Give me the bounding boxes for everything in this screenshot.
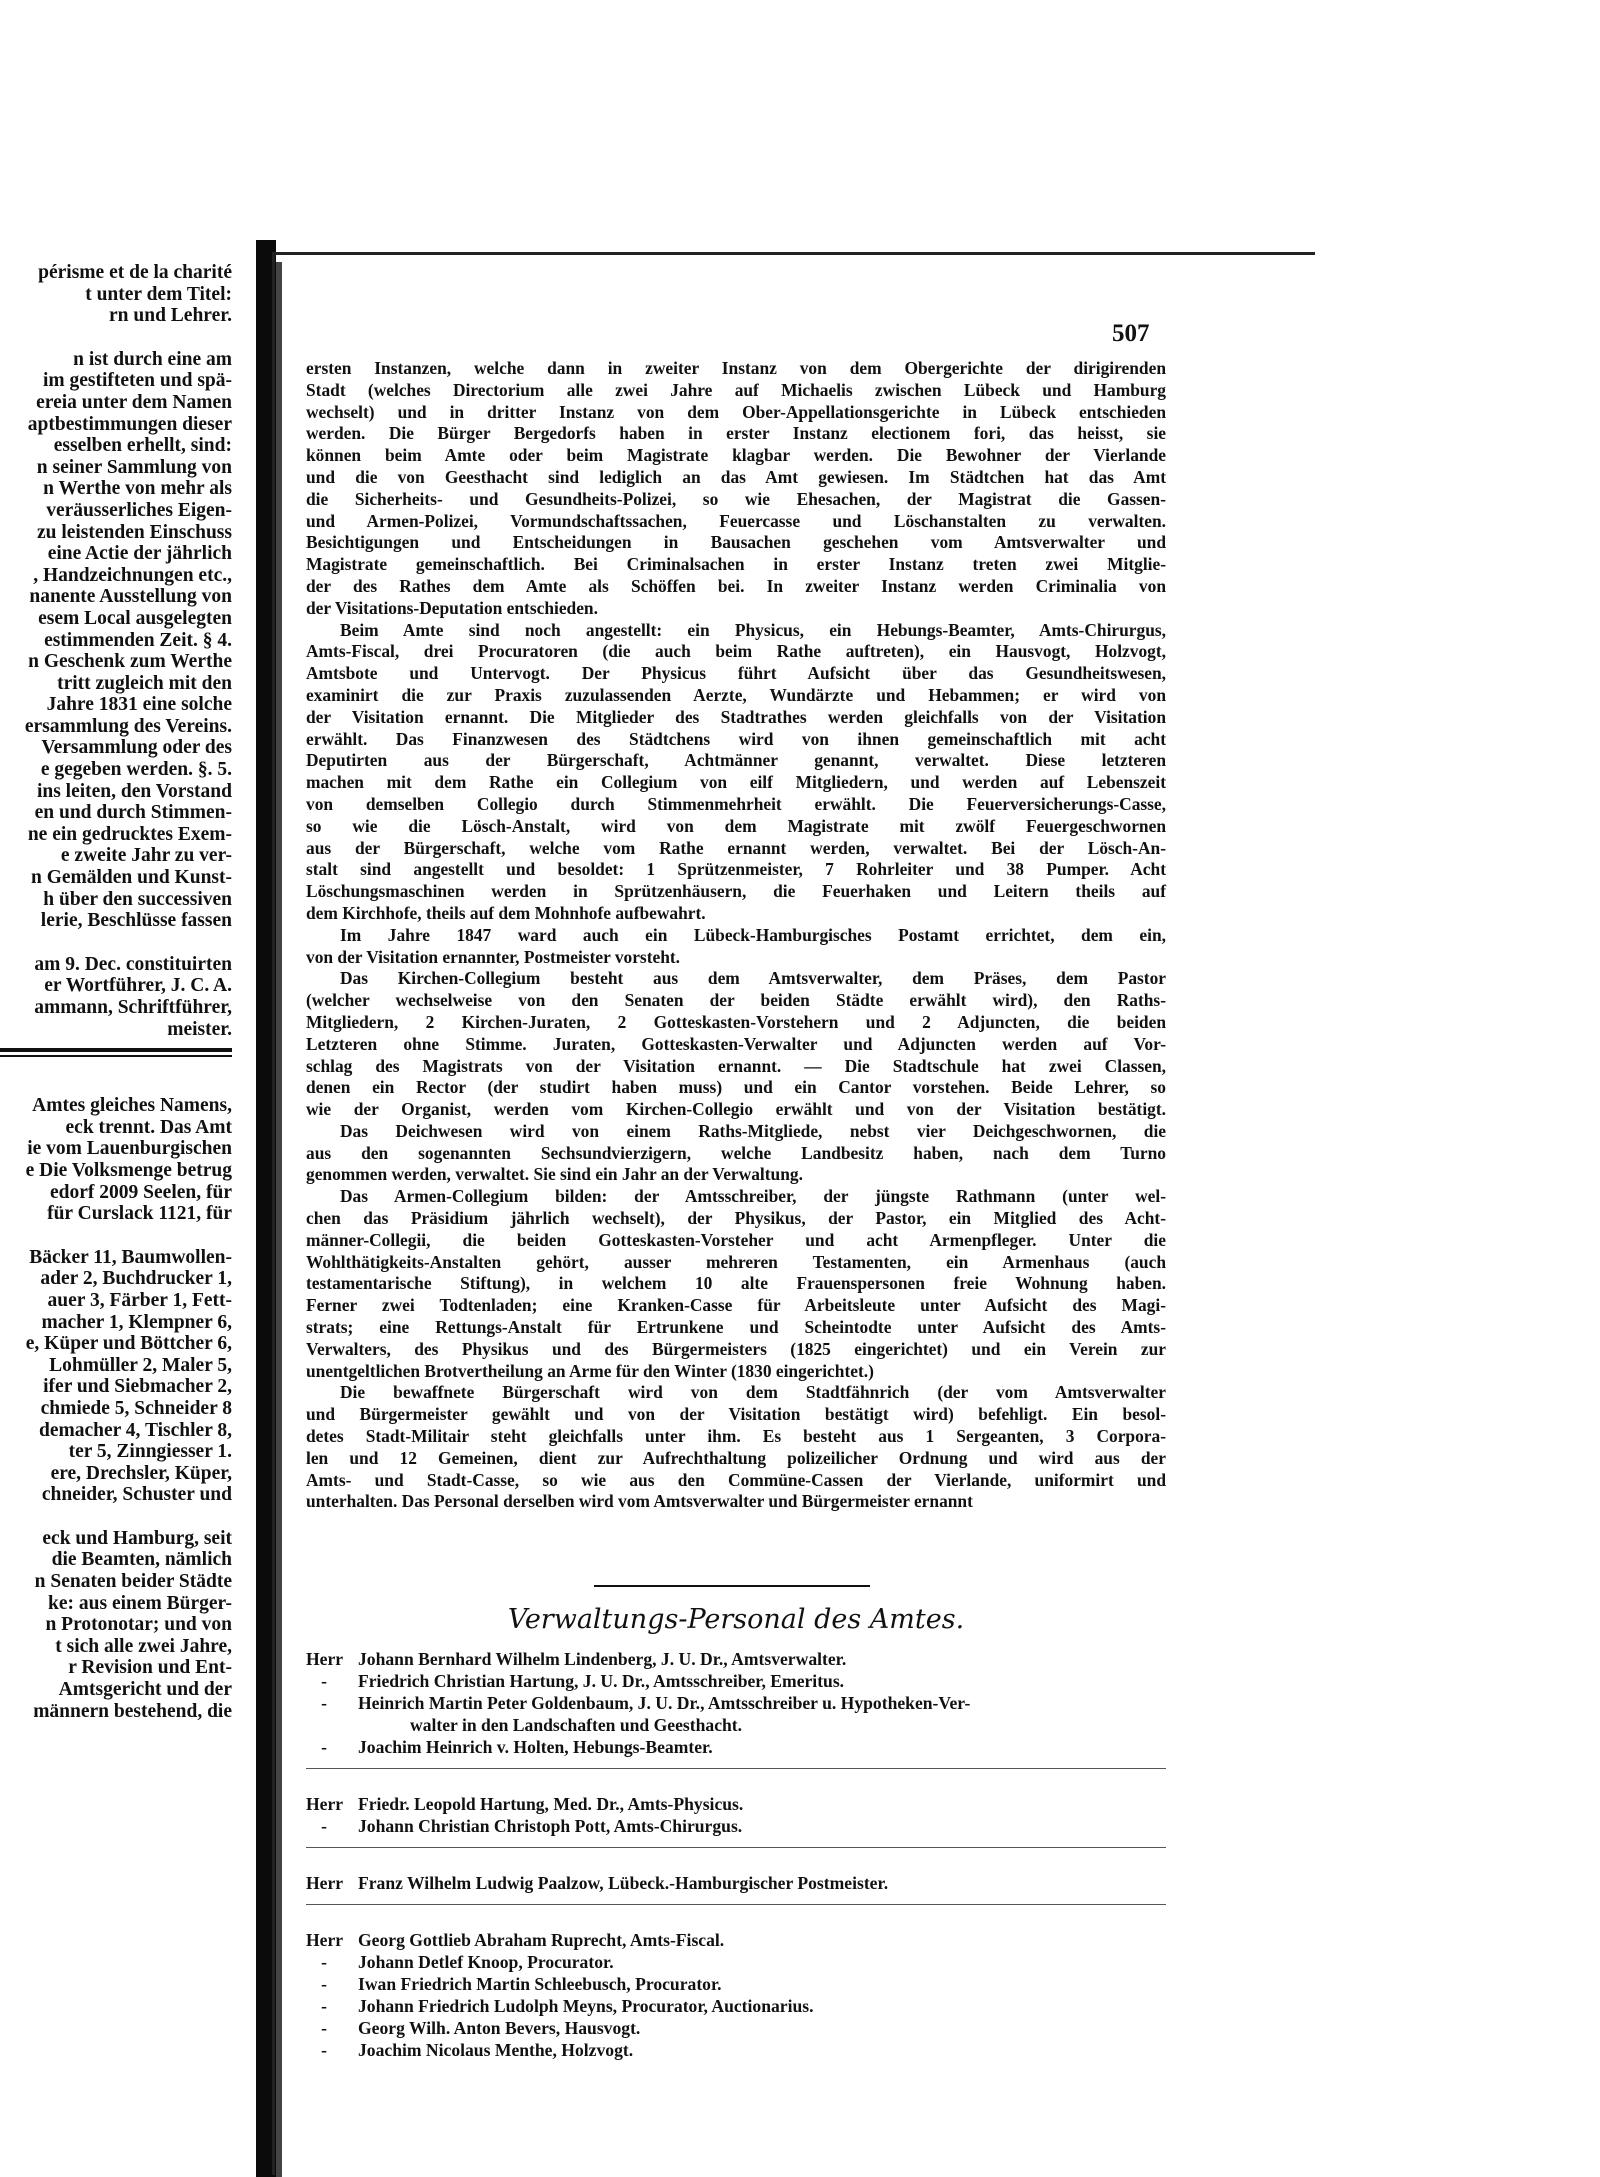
left-page-fragment [0, 262, 254, 2177]
personnel-entry [306, 2039, 1186, 2061]
left-column-line: ereia unter dem Namen [36, 391, 232, 413]
left-column-line: ie vom Lauenburgischen [27, 1138, 232, 1160]
left-column-spacer [0, 1506, 232, 1528]
left-column-line: veräusserliches Eigen- [46, 499, 232, 521]
left-column-line: chneider, Schuster und [41, 1484, 232, 1506]
body-line: len und 12 Gemeinen, dient zur Aufrechthaltung polizeilicher Ordnung und wird aus der [306, 1447, 1166, 1468]
left-column-spacer [0, 1073, 232, 1095]
personnel-entry [306, 2017, 1186, 2039]
body-line: dem Kirchhofe, theils auf dem Mohnhofe aufbewahrt. [306, 902, 706, 923]
body-line: stalt sind angestellt und besoldet: 1 Sprützenmeister, 7 Rohrleiter und 38 Pumper. Acht [306, 859, 1166, 880]
body-line: Beim Amte sind noch angestellt: ein Physicus, ein Hebungs-Beamter, Amts-Chirurgus, [340, 619, 1166, 640]
body-line: der Visitation ernannt. Die Mitglieder des Stadtrathes werden gleichfalls von der Visitation [306, 706, 1166, 727]
personnel-group [306, 1872, 1186, 1905]
personnel-entry [306, 1648, 1186, 1670]
body-line: von der Visitation ernannter, Postmeister vorsteht. [306, 946, 681, 967]
personnel-text: Georg Wilh. Anton Bevers, Hausvogt. [358, 2018, 641, 2038]
personnel-prefix: - [321, 1816, 327, 1836]
left-column-line: eck trennt. Das Amt [65, 1116, 232, 1138]
body-line: Letzteren ohne Stimme. Juraten, Gotteskasten-Verwalter und Adjuncten werden auf Vor- [306, 1033, 1166, 1054]
left-column-line: estimmenden Zeit. § 4. [44, 629, 232, 651]
left-column-line: demacher 4, Tischler 8, [38, 1419, 232, 1441]
body-line: Das Deichwesen wird von einem Raths-Mitgliede, nebst vier Deichgeschwornen, die [340, 1120, 1166, 1141]
section-title: Verwaltungs-Personal des Amtes. [507, 1604, 965, 1635]
left-column-line: er Wortführer, J. C. A. [44, 975, 232, 997]
personnel-prefix: - [321, 2040, 327, 2060]
personnel-text: Heinrich Martin Peter Goldenbaum, J. U. Dr., Amtsschreiber u. Hypotheken-Ver- [358, 1693, 971, 1713]
body-line: und Armen-Polizei, Vormundschaftssachen, Feuercasse und Löschanstalten zu verwalten. [306, 510, 1166, 531]
body-line: Amtsbote und Untervogt. Der Physicus führt Aufsicht über das Gesundheitswesen, [306, 663, 1166, 684]
personnel-prefix: Herr [306, 1794, 344, 1814]
personnel-prefix: - [321, 1996, 327, 2016]
body-line: Das Armen-Collegium bilden: der Amtsschreiber, der jüngste Rathmann (unter wel- [340, 1186, 1166, 1207]
left-column-spacer [0, 932, 232, 954]
left-column-line: die Beamten, nämlich [51, 1549, 232, 1571]
left-column-line: ifer und Siebmacher 2, [43, 1376, 232, 1398]
body-line: aus der Bürgerschaft, welche vom Rathe ernannt werden, verwaltet. Bei der Lösch-An- [306, 837, 1166, 858]
body-line: können beim Amte oder beim Magistrate klagbar werden. Die Bewohner der Vierlande [306, 445, 1166, 466]
body-line: chen das Präsidium jährlich wechselt), der Physikus, der Pastor, ein Mitglied des Acht- [306, 1208, 1166, 1229]
left-column-line: ere, Drechsler, Küper, [50, 1462, 232, 1484]
body-line: Löschungsmaschinen werden in Sprützenhäusern, die Feuerhaken und Leitern theils auf [306, 881, 1166, 902]
personnel-group [306, 1929, 1186, 2061]
left-column-line: im gestifteten und spä- [42, 370, 232, 392]
body-line: (welcher wechselweise von den Senaten der beiden Städte erwählt wird), den Raths- [306, 990, 1166, 1011]
body-line: Ferner zwei Todtenladen; eine Kranken-Casse für Arbeitsleute unter Aufsicht des Magi- [306, 1295, 1166, 1316]
left-column-line: nanente Ausstellung von [29, 586, 232, 608]
left-column-line: Amtes gleiches Namens, [32, 1095, 232, 1117]
page-number: 507 [1112, 320, 1150, 347]
left-column-line: n ist durch eine am [73, 348, 232, 370]
personnel-group [306, 1793, 1186, 1848]
left-column-line: n seiner Sammlung von [36, 456, 232, 478]
body-line: machen mit dem Rathe ein Collegium von eilf Mitgliedern, und werden auf Lebenszeit [306, 772, 1166, 793]
left-column-line: rn und Lehrer. [109, 305, 232, 327]
body-line: aus den sogenannten Sechsundvierzigern, welche Landbesitz haben, nach dem Turno [306, 1142, 1166, 1163]
body-line: unentgeltlichen Brotvertheilung an Arme für den Winter (1830 eingerichtet.) [306, 1360, 874, 1381]
left-column-line: Amtsgericht und der [58, 1679, 232, 1701]
left-column-line: t unter dem Titel: [85, 283, 232, 305]
body-line: und die von Geesthacht sind lediglich an das Amt gewiesen. Im Städtchen hat das Amt [306, 466, 1166, 487]
left-column-line: ader 2, Buchdrucker 1, [40, 1268, 232, 1290]
body-line: detes Stadt-Militair steht gleichfalls unter ihm. Es besteht aus 1 Sergeanten, 3 Corpora- [306, 1426, 1166, 1447]
left-column-line: macher 1, Klempner 6, [41, 1311, 232, 1333]
personnel-entry [306, 1714, 1186, 1736]
left-column-line: tritt zugleich mit den [57, 672, 232, 694]
body-line: Besichtigungen und Entscheidungen in Bausachen geschehen vom Amtsverwalter und [306, 532, 1166, 553]
left-column-line: edorf 2009 Seelen, für [50, 1181, 232, 1203]
personnel-group-divider [306, 1904, 1166, 1905]
left-column-line: n Protonotar; und von [45, 1614, 232, 1636]
body-line: testamentarische Stiftung), in welchem 10 alte Frauenspersonen freie Wohnung haben. [306, 1273, 1166, 1294]
body-line: Amts-Fiscal, drei Procuratoren (die auch beim Rathe auftreten), ein Hausvogt, Holzvogt, [306, 641, 1166, 662]
left-column-line: zu leistenden Einschuss [36, 521, 232, 543]
left-column-line: Lohmüller 2, Maler 5, [49, 1354, 232, 1376]
body-line: Verwalters, des Physikus und des Bürgermeisters (1825 eingerichtet) und ein Verein zur [306, 1338, 1166, 1359]
personnel-text: Friedrich Christian Hartung, J. U. Dr., Amtsschreiber, Emeritus. [358, 1671, 845, 1691]
left-column-spacer [0, 1225, 232, 1247]
personnel-prefix: Herr [306, 1930, 344, 1950]
left-column-rule [0, 1048, 232, 1057]
personnel-entry [306, 1995, 1186, 2017]
left-column-line: männern bestehend, die [33, 1700, 232, 1722]
left-column-line: eine Actie der jährlich [47, 543, 232, 565]
body-line: wechselt) und in dritter Instanz von dem Ober-Appellationsgerichte in Lübeck entschieden [306, 401, 1166, 422]
left-column-line: esselben erhellt, sind: [53, 435, 232, 457]
body-line: die Sicherheits- und Gesundheits-Polizei, so wie Ehesachen, der Magistrat die Gassen- [306, 488, 1166, 509]
left-column-line: t sich alle zwei Jahre, [55, 1635, 232, 1657]
personnel-text: Friedr. Leopold Hartung, Med. Dr., Amts-Physicus. [358, 1794, 744, 1814]
body-line: so wie die Lösch-Anstalt, wird von dem Magistrate mit zwölf Feuergeschwornen [306, 815, 1166, 836]
personnel-text: Johann Friedrich Ludolph Meyns, Procurator, Auctionarius. [358, 1996, 814, 2016]
left-column-line: ammann, Schriftführer, [34, 997, 232, 1018]
personnel-text: Joachim Nicolaus Menthe, Holzvogt. [358, 2040, 634, 2060]
body-line: Im Jahre 1847 ward auch ein Lübeck-Hamburgisches Postamt errichtet, dem ein, [340, 924, 1166, 945]
left-column-line: eck und Hamburg, seit [42, 1527, 232, 1549]
left-column-line: ne ein gedrucktes Exem- [27, 823, 232, 845]
body-line: Deputirten aus der Bürgerschaft, Achtmänner genannt, verwaltet. Diese letzteren [306, 750, 1166, 771]
body-line: genommen werden, verwaltet. Sie sind ein Jahr an der Verwaltung. [306, 1164, 803, 1185]
body-line: Die bewaffnete Bürgerschaft wird von dem Stadtfähnrich (der vom Amtsverwalter [340, 1382, 1166, 1403]
personnel-prefix [306, 1714, 410, 1736]
personnel-text: Joachim Heinrich v. Holten, Hebungs-Beamter. [358, 1737, 713, 1757]
personnel-group-divider [306, 1847, 1166, 1848]
body-line: von demselben Collegio durch Stimmenmehrheit erwählt. Die Feuerversicherungs-Casse, [306, 793, 1166, 814]
body-line: und Bürgermeister gewählt und von der Visitation bestätigt wird) befehligt. Ein besol- [306, 1404, 1166, 1425]
left-column-line: en und durch Stimmen- [34, 802, 232, 824]
body-line: examinirt die zur Praxis zuzulassenden Aerzte, Wundärzte und Hebammen; er wird von [306, 684, 1166, 705]
body-text [306, 358, 1166, 1513]
left-column-line: e Die Volksmenge betrug [25, 1159, 232, 1181]
personnel-entry [306, 1973, 1186, 1995]
left-column-line: e gegeben werden. §. 5. [40, 759, 232, 781]
left-column-line: ter 5, Zinngiesser 1. [68, 1441, 232, 1463]
personnel-prefix: - [321, 1974, 327, 1994]
personnel-text: Johann Christian Christoph Pott, Amts-Chirurgus. [358, 1816, 743, 1836]
personnel-text: Johann Bernhard Wilhelm Lindenberg, J. U. Dr., Amtsverwalter. [358, 1649, 847, 1669]
body-line: Stadt (welches Directorium alle zwei Jahre auf Michaelis zwischen Lübeck und Hamburg [306, 379, 1166, 400]
left-column-line: Jahre 1831 eine solche [46, 694, 232, 716]
left-column-line: aptbestimmungen dieser [27, 413, 232, 435]
left-column-line: am 9. Dec. constituirten [34, 953, 232, 975]
personnel-group [306, 1648, 1186, 1769]
left-column-line: n Werthe von mehr als [43, 478, 232, 500]
personnel-prefix: Herr [306, 1649, 344, 1669]
body-line: unterhalten. Das Personal derselben wird vom Amtsverwalter und Bürgermeister ernannt [306, 1491, 973, 1512]
personnel-entry [306, 1951, 1186, 1973]
body-line: ersten Instanzen, welche dann in zweiter Instanz von dem Obergerichte der dirigirenden [306, 358, 1166, 378]
left-column-line: e zweite Jahr zu ver- [60, 845, 232, 867]
left-column-line: für Curslack 1121, für [47, 1203, 232, 1225]
personnel-prefix: Herr [306, 1873, 344, 1893]
left-column-line: n Geschenk zum Werthe [28, 651, 232, 673]
personnel-prefix: - [321, 1737, 327, 1757]
body-line: Amts- und Stadt-Casse, so wie aus den Commüne-Cassen der Vierlande, uniformirt und [306, 1469, 1166, 1490]
personnel-text: Iwan Friedrich Martin Schleebusch, Procurator. [358, 1974, 722, 1994]
personnel-entry [306, 1692, 1186, 1714]
left-column-line: chmiede 5, Schneider 8 [40, 1397, 232, 1419]
left-column-line: meister. [167, 1018, 232, 1040]
personnel-prefix: - [321, 2018, 327, 2038]
body-line: der Visitations-Deputation entschieden. [306, 597, 598, 618]
body-line: der des Rathes dem Amte als Schöffen bei. In zweiter Instanz werden Criminalia von [306, 575, 1166, 596]
left-column-line: ke: aus einem Bürger- [48, 1592, 232, 1614]
personnel-text: walter in den Landschaften und Geesthacht. [410, 1715, 743, 1735]
body-line: männer-Collegii, die beiden Gotteskasten-Vorsteher und acht Armenpfleger. Unter die [306, 1229, 1166, 1250]
left-page-column [0, 262, 232, 1722]
personnel-prefix: - [321, 1693, 327, 1713]
personnel-entry [306, 1815, 1186, 1837]
left-column-line: périsme et de la charité [38, 262, 232, 283]
left-column-line: , Handzeichnungen etc., [33, 564, 232, 586]
body-line: schlag des Magistrats von der Visitation ernannt. — Die Stadtschule hat zwei Classen, [306, 1055, 1166, 1076]
left-column-line: h über den successiven [43, 888, 232, 910]
personnel-entry [306, 1736, 1186, 1758]
body-line: werden. Die Bürger Bergedorfs haben in erster Instanz electionem fori, das heisst, sie [306, 423, 1166, 444]
left-column-line: n Senaten beider Städte [34, 1571, 232, 1593]
personnel-list [306, 1648, 1186, 2085]
personnel-group-divider [306, 1768, 1166, 1769]
left-column-line: Versammlung oder des [41, 737, 232, 759]
left-column-line: lerie, Beschlüsse fassen [40, 910, 232, 932]
personnel-prefix: - [321, 1671, 327, 1691]
left-column-line: r Revision und Ent- [68, 1657, 232, 1679]
personnel-entry [306, 1793, 1186, 1815]
personnel-entry [306, 1670, 1186, 1692]
left-column-line: Bäcker 11, Baumwollen- [29, 1246, 232, 1268]
left-column-line: auer 3, Färber 1, Fett- [47, 1289, 232, 1311]
personnel-entry [306, 1872, 1186, 1894]
left-column-line: n Gemälden und Kunst- [30, 867, 232, 889]
section-divider-top [594, 1585, 870, 1587]
body-line: denen ein Rector (der studirt haben muss) und ein Cantor vorstehen. Beide Lehrer, so [306, 1077, 1166, 1098]
body-line: Mitgliedern, 2 Kirchen-Juraten, 2 Gotteskasten-Vorstehern und 2 Adjuncten, die beiden [306, 1011, 1166, 1032]
body-line: erwählt. Das Finanzwesen des Städtchens wird von ihnen gemeinschaftlich mit acht [306, 728, 1166, 749]
left-column-line: ins leiten, den Vorstand [36, 780, 232, 802]
left-column-line: e, Küper und Böttcher 6, [25, 1333, 232, 1355]
left-column-spacer [0, 327, 232, 349]
personnel-text: Georg Gottlieb Abraham Ruprecht, Amts-Fiscal. [358, 1930, 725, 1950]
left-column-line: ersammlung des Vereins. [24, 715, 232, 737]
personnel-text: Johann Detlef Knoop, Procurator. [358, 1952, 614, 1972]
personnel-entry [306, 1929, 1186, 1951]
body-line: Wohlthätigkeits-Anstalten gehört, ausser mehreren Testamenten, ein Armenhaus (auch [306, 1251, 1166, 1272]
personnel-prefix: - [321, 1952, 327, 1972]
body-line: wie der Organist, werden vom Kirchen-Collegio erwählt und von der Visitation bestätigt. [306, 1099, 1166, 1120]
left-column-line: esem Local ausgelegten [38, 607, 232, 629]
body-line: Das Kirchen-Collegium besteht aus dem Amtsverwalter, dem Präses, dem Pastor [340, 968, 1166, 989]
personnel-text: Franz Wilhelm Ludwig Paalzow, Lübeck.-Hamburgischer Postmeister. [358, 1873, 889, 1893]
body-line: strats; eine Rettungs-Anstalt für Ertrunkene und Scheintodte unter Aufsicht des Amts- [306, 1317, 1166, 1338]
body-line: Magistrate gemeinschaftlich. Bei Criminalsachen in erster Instanz treten zwei Mitglie- [306, 554, 1166, 575]
